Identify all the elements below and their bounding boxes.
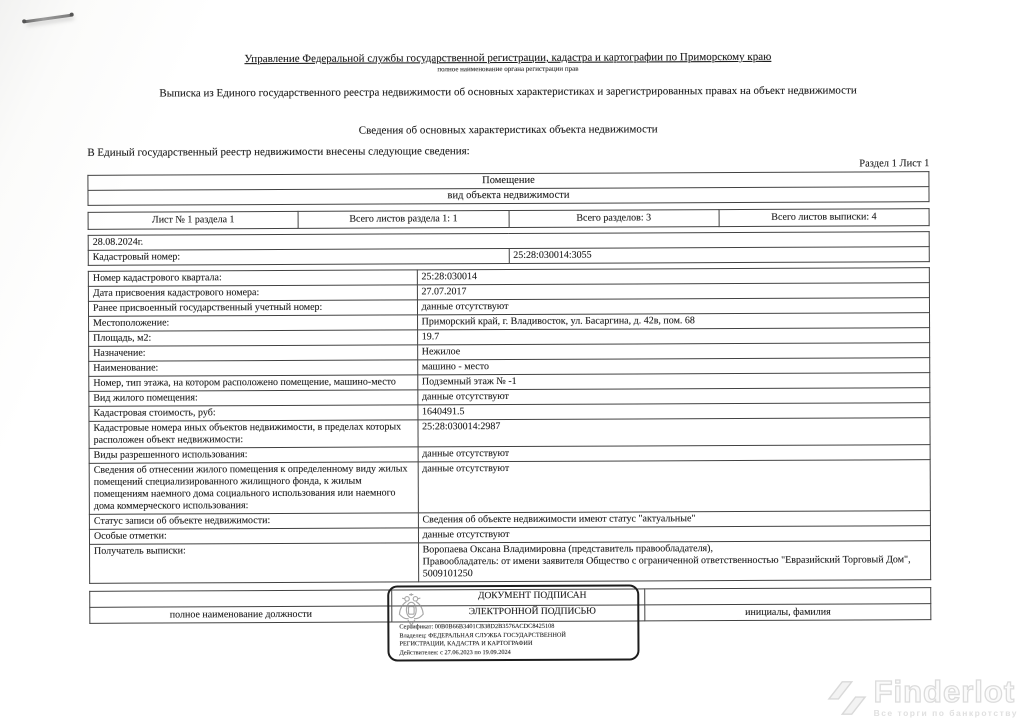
- object-kind-value: Помещение: [88, 172, 929, 191]
- attribute-value: данные отсутствуют: [418, 445, 930, 462]
- attribute-value: Подземный этаж № -1: [417, 373, 929, 390]
- attribute-label: Особые отметки:: [89, 528, 418, 544]
- attribute-value: данные отсутствуют: [417, 388, 929, 405]
- attribute-value: 25:28:030014: [417, 268, 929, 285]
- finderlot-watermark: [826, 674, 1018, 718]
- attribute-label: Статус записи об объекте недвижимости:: [89, 513, 418, 529]
- signature-section: [89, 587, 931, 657]
- watermark-tagline: Все торги по банкротству: [873, 708, 1018, 718]
- attribute-label: Вид жилого помещения:: [89, 390, 418, 406]
- stamp-title-line2: ЭЛЕКТРОННОЙ ПОДПИСЬЮ: [468, 606, 596, 618]
- attribute-label: Ранее присвоенный государственный учетный номер:: [88, 300, 417, 316]
- sheet-info-cell: Всего листов выписки: 4: [719, 209, 929, 227]
- attribute-value: 19.7: [417, 328, 929, 345]
- stamp-owner: Владелец: ФЕДЕРАЛЬНАЯ СЛУЖБА ГОСУДАРСТВЕННОЙ РЕГИСТРАЦИИ, КАДАСТРА И КАРТОГРАФИИ: [399, 631, 566, 648]
- attribute-label: Назначение:: [89, 345, 418, 361]
- attribute-value: Нежилое: [417, 343, 929, 360]
- staple-mark: [24, 14, 72, 24]
- stamp-title-line1: ДОКУМЕНТ ПОДПИСАН: [477, 590, 587, 602]
- attribute-label: Сведения об отнесении жилого помещения к определенному виду жилых помещений специализированного жилищного фонда, к жилым помещениям наемного дома социального использования или наемного дома коммерческого использования:: [89, 462, 418, 514]
- object-kind-table: [87, 171, 929, 206]
- signature-name-space: [645, 588, 931, 605]
- extract-date: 28.08.2024г.: [88, 232, 929, 251]
- watermark-brand: Finderlot: [873, 674, 1016, 709]
- attribute-label: Дата присвоения кадастрового номера:: [88, 285, 417, 301]
- authority-name: Управление Федеральной службы государственной регистрации, кадастра и картографии по Приморскому краю: [244, 50, 772, 66]
- attribute-value: Сведения об объекте недвижимости имеют статус "актуальные": [418, 511, 930, 528]
- intro-line: В Единый государственный реестр недвижимости внесены следующие сведения:: [87, 145, 470, 159]
- attribute-row: [89, 460, 930, 515]
- attribute-value: Приморский край, г. Владивосток, ул. Басаргина, д. 42в, пом. 68: [417, 313, 929, 330]
- finderlot-logo-icon: [826, 678, 868, 718]
- attribute-value: 1640491.5: [417, 403, 929, 420]
- attribute-label: Площадь, м2:: [89, 330, 418, 346]
- attribute-value: данные отсутствуют: [418, 460, 931, 513]
- attribute-value: 27.07.2017: [417, 283, 929, 300]
- attribute-value: Воропаева Оксана Владимировна (представитель правообладателя), Правообладатель: от имени заявителя Общество с ограниченной ответственностью "Евразийский Торговый Дом", 5009101250: [418, 541, 931, 582]
- extract-date-table: [88, 231, 930, 266]
- digital-signature-stamp: [387, 584, 639, 661]
- sheet-info-cell: Всего листов раздела 1: 1: [298, 211, 508, 229]
- attribute-label: Получатель выписки:: [90, 543, 419, 583]
- attribute-value: данные отсутствуют: [418, 526, 930, 543]
- stamp-validity: Действителен: с 27.06.2023 по 19.09.2024: [399, 648, 511, 657]
- attribute-label: Номер кадастрового квартала:: [88, 270, 417, 286]
- document-body: [87, 0, 932, 657]
- authority-caption: полное наименование органа регистрации прав: [437, 64, 579, 74]
- position-caption-cell: полное наименование должности: [90, 606, 392, 623]
- attributes-table: [88, 267, 931, 584]
- attribute-row: [90, 541, 931, 584]
- attribute-label: Виды разрешенного использования:: [89, 447, 418, 463]
- attribute-label: Кадастровые номера иных объектов недвижимости, в пределах которых расположен объект недвижимости:: [89, 420, 418, 448]
- section-sheet-label: Раздел 1 Лист 1: [859, 158, 930, 170]
- attribute-value: данные отсутствуют: [417, 298, 929, 315]
- attribute-value: машино - место: [417, 358, 929, 375]
- attribute-label: Наименование:: [89, 360, 418, 376]
- object-kind-caption: вид объекта недвижимости: [88, 187, 929, 206]
- coat-of-arms-icon: [397, 591, 425, 631]
- sheet-info-table: [88, 208, 930, 230]
- cadastral-number-label: Кадастровый номер:: [88, 249, 509, 266]
- attribute-label: Номер, тип этажа, на котором расположено помещение, машино-место: [89, 375, 418, 391]
- stamp-certificate: Сертификат: 00B0B66B3401CB38D2B3576ACDC8425108: [399, 622, 555, 631]
- sheet-info-cell: Лист № 1 раздела 1: [88, 211, 298, 229]
- signature-position-space: [90, 590, 392, 607]
- attribute-value: 25:28:030014:2987: [418, 418, 931, 447]
- section-title: Сведения об основных характеристиках объекта недвижимости: [358, 123, 658, 137]
- attribute-label: Кадастровая стоимость, руб:: [89, 405, 418, 421]
- extract-title: Выписка из Единого государственного реестра недвижимости об основных характеристиках и зарегистрированных правах на объект недвижимости: [159, 84, 857, 100]
- attribute-row: [89, 418, 930, 449]
- cadastral-number-value: 25:28:030014:3055: [509, 247, 930, 264]
- name-caption-cell: инициалы, фамилия: [645, 604, 931, 621]
- sheet-info-cell: Всего разделов: 3: [509, 210, 719, 228]
- attribute-label: Местоположение:: [89, 315, 418, 331]
